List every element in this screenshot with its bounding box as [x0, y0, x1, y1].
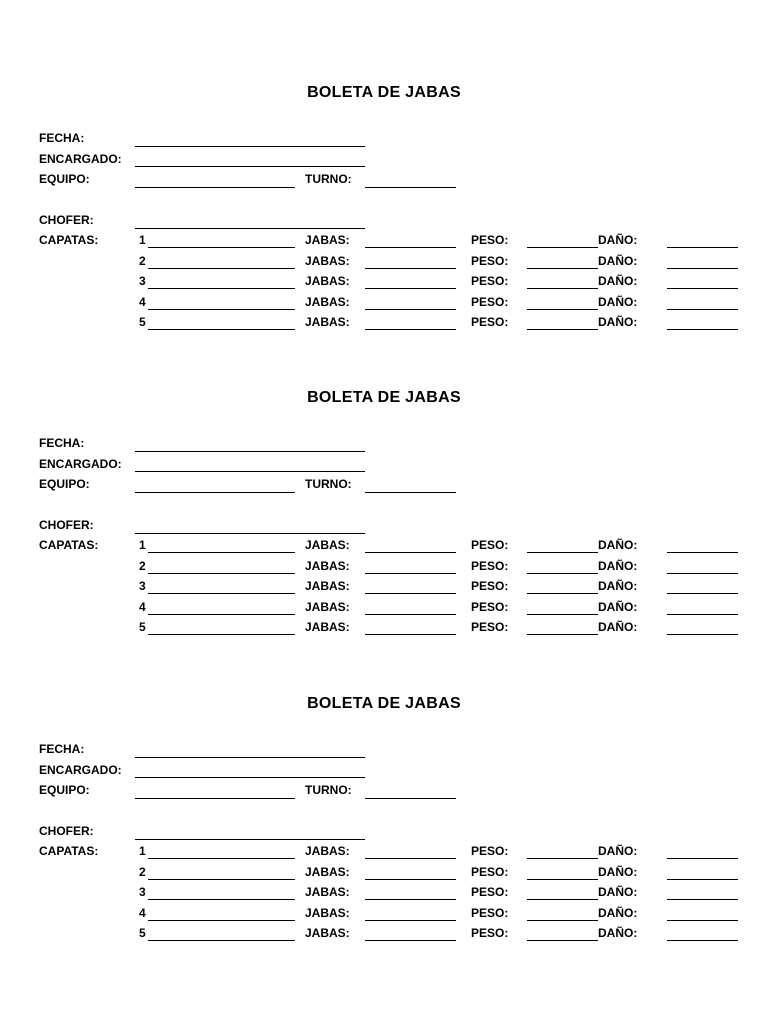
form-title: BOLETA DE JABAS	[307, 695, 461, 712]
jabas-label: JABAS:	[305, 254, 350, 268]
fecha-line[interactable]	[135, 451, 365, 452]
peso-label: PESO:	[471, 906, 509, 920]
dano-label: DAÑO:	[598, 254, 638, 268]
peso-line[interactable]	[527, 268, 598, 269]
peso-label: PESO:	[471, 274, 509, 288]
peso-label: PESO:	[471, 600, 509, 614]
peso-label: PESO:	[471, 295, 509, 309]
row-number: 1	[139, 233, 146, 247]
jabas-line[interactable]	[365, 940, 456, 941]
dano-line[interactable]	[667, 899, 738, 900]
dano-line[interactable]	[667, 858, 738, 859]
capata-line[interactable]	[148, 858, 295, 859]
jabas-label: JABAS:	[305, 274, 350, 288]
equipo-label: EQUIPO:	[39, 477, 90, 491]
peso-line[interactable]	[527, 247, 598, 248]
fecha-line[interactable]	[135, 757, 365, 758]
capata-line[interactable]	[148, 940, 295, 941]
row-number: 5	[139, 620, 146, 634]
jabas-line[interactable]	[365, 288, 456, 289]
dano-line[interactable]	[667, 552, 738, 553]
capata-line[interactable]	[148, 288, 295, 289]
fecha-label: FECHA:	[39, 131, 85, 145]
chofer-line[interactable]	[135, 839, 365, 840]
jabas-line[interactable]	[365, 268, 456, 269]
capata-line[interactable]	[148, 593, 295, 594]
turno-label: TURNO:	[305, 783, 352, 797]
capata-line[interactable]	[148, 552, 295, 553]
jabas-label: JABAS:	[305, 926, 350, 940]
turno-line[interactable]	[365, 798, 456, 799]
turno-label: TURNO:	[305, 172, 352, 186]
jabas-line[interactable]	[365, 573, 456, 574]
row-number: 2	[139, 559, 146, 573]
row-number: 1	[139, 538, 146, 552]
dano-line[interactable]	[667, 268, 738, 269]
peso-label: PESO:	[471, 559, 509, 573]
row-number: 4	[139, 600, 146, 614]
peso-label: PESO:	[471, 844, 509, 858]
jabas-line[interactable]	[365, 879, 456, 880]
turno-label: TURNO:	[305, 477, 352, 491]
jabas-line[interactable]	[365, 593, 456, 594]
peso-line[interactable]	[527, 920, 598, 921]
peso-label: PESO:	[471, 926, 509, 940]
jabas-label: JABAS:	[305, 315, 350, 329]
row-number: 5	[139, 926, 146, 940]
fecha-line[interactable]	[135, 146, 365, 147]
peso-label: PESO:	[471, 538, 509, 552]
equipo-label: EQUIPO:	[39, 172, 90, 186]
dano-label: DAÑO:	[598, 844, 638, 858]
jabas-label: JABAS:	[305, 865, 350, 879]
row-number: 3	[139, 579, 146, 593]
form-title: BOLETA DE JABAS	[307, 84, 461, 101]
jabas-line[interactable]	[365, 858, 456, 859]
peso-line[interactable]	[527, 858, 598, 859]
encargado-line[interactable]	[135, 166, 365, 167]
peso-label: PESO:	[471, 579, 509, 593]
capata-line[interactable]	[148, 899, 295, 900]
encargado-line[interactable]	[135, 471, 365, 472]
dano-label: DAÑO:	[598, 885, 638, 899]
jabas-line[interactable]	[365, 552, 456, 553]
row-number: 4	[139, 295, 146, 309]
form-title: BOLETA DE JABAS	[307, 389, 461, 406]
dano-label: DAÑO:	[598, 579, 638, 593]
jabas-label: JABAS:	[305, 600, 350, 614]
encargado-label: ENCARGADO:	[39, 457, 122, 471]
dano-label: DAÑO:	[598, 274, 638, 288]
encargado-label: ENCARGADO:	[39, 763, 122, 777]
peso-label: PESO:	[471, 254, 509, 268]
fecha-label: FECHA:	[39, 742, 85, 756]
chofer-label: CHOFER:	[39, 213, 94, 227]
dano-label: DAÑO:	[598, 295, 638, 309]
dano-label: DAÑO:	[598, 559, 638, 573]
dano-label: DAÑO:	[598, 926, 638, 940]
peso-line[interactable]	[527, 593, 598, 594]
peso-label: PESO:	[471, 865, 509, 879]
dano-label: DAÑO:	[598, 538, 638, 552]
dano-line[interactable]	[667, 940, 738, 941]
jabas-label: JABAS:	[305, 906, 350, 920]
jabas-line[interactable]	[365, 247, 456, 248]
dano-line[interactable]	[667, 247, 738, 248]
dano-label: DAÑO:	[598, 865, 638, 879]
turno-line[interactable]	[365, 492, 456, 493]
row-number: 2	[139, 254, 146, 268]
jabas-label: JABAS:	[305, 579, 350, 593]
encargado-line[interactable]	[135, 777, 365, 778]
equipo-line[interactable]	[135, 187, 295, 188]
boleta-form	[0, 611, 768, 940]
peso-line[interactable]	[527, 288, 598, 289]
jabas-label: JABAS:	[305, 233, 350, 247]
encargado-label: ENCARGADO:	[39, 152, 122, 166]
row-number: 3	[139, 885, 146, 899]
peso-line[interactable]	[527, 573, 598, 574]
jabas-label: JABAS:	[305, 295, 350, 309]
jabas-label: JABAS:	[305, 844, 350, 858]
dano-line[interactable]	[667, 573, 738, 574]
boleta-form	[0, 305, 768, 634]
jabas-label: JABAS:	[305, 538, 350, 552]
peso-label: PESO:	[471, 233, 509, 247]
dano-label: DAÑO:	[598, 233, 638, 247]
dano-label: DAÑO:	[598, 620, 638, 634]
peso-line[interactable]	[527, 552, 598, 553]
peso-label: PESO:	[471, 885, 509, 899]
dano-label: DAÑO:	[598, 315, 638, 329]
dano-label: DAÑO:	[598, 600, 638, 614]
row-number: 4	[139, 906, 146, 920]
row-number: 2	[139, 865, 146, 879]
equipo-label: EQUIPO:	[39, 783, 90, 797]
peso-line[interactable]	[527, 940, 598, 941]
fecha-label: FECHA:	[39, 436, 85, 450]
jabas-label: JABAS:	[305, 885, 350, 899]
equipo-line[interactable]	[135, 798, 295, 799]
capatas-label: CAPATAS:	[39, 233, 99, 247]
jabas-line[interactable]	[365, 920, 456, 921]
turno-line[interactable]	[365, 187, 456, 188]
jabas-line[interactable]	[365, 899, 456, 900]
chofer-label: CHOFER:	[39, 824, 94, 838]
jabas-label: JABAS:	[305, 620, 350, 634]
peso-line[interactable]	[527, 899, 598, 900]
capatas-label: CAPATAS:	[39, 538, 99, 552]
dano-line[interactable]	[667, 593, 738, 594]
row-number: 5	[139, 315, 146, 329]
dano-line[interactable]	[667, 920, 738, 921]
chofer-label: CHOFER:	[39, 518, 94, 532]
equipo-line[interactable]	[135, 492, 295, 493]
boleta-form	[0, 0, 768, 329]
chofer-line[interactable]	[135, 228, 365, 229]
chofer-line[interactable]	[135, 533, 365, 534]
row-number: 3	[139, 274, 146, 288]
peso-line[interactable]	[527, 879, 598, 880]
dano-line[interactable]	[667, 879, 738, 880]
capatas-label: CAPATAS:	[39, 844, 99, 858]
dano-label: DAÑO:	[598, 906, 638, 920]
capata-line[interactable]	[148, 268, 295, 269]
peso-label: PESO:	[471, 620, 509, 634]
jabas-label: JABAS:	[305, 559, 350, 573]
capata-line[interactable]	[148, 573, 295, 574]
capata-line[interactable]	[148, 879, 295, 880]
capata-line[interactable]	[148, 920, 295, 921]
peso-label: PESO:	[471, 315, 509, 329]
row-number: 1	[139, 844, 146, 858]
dano-line[interactable]	[667, 288, 738, 289]
capata-line[interactable]	[148, 247, 295, 248]
